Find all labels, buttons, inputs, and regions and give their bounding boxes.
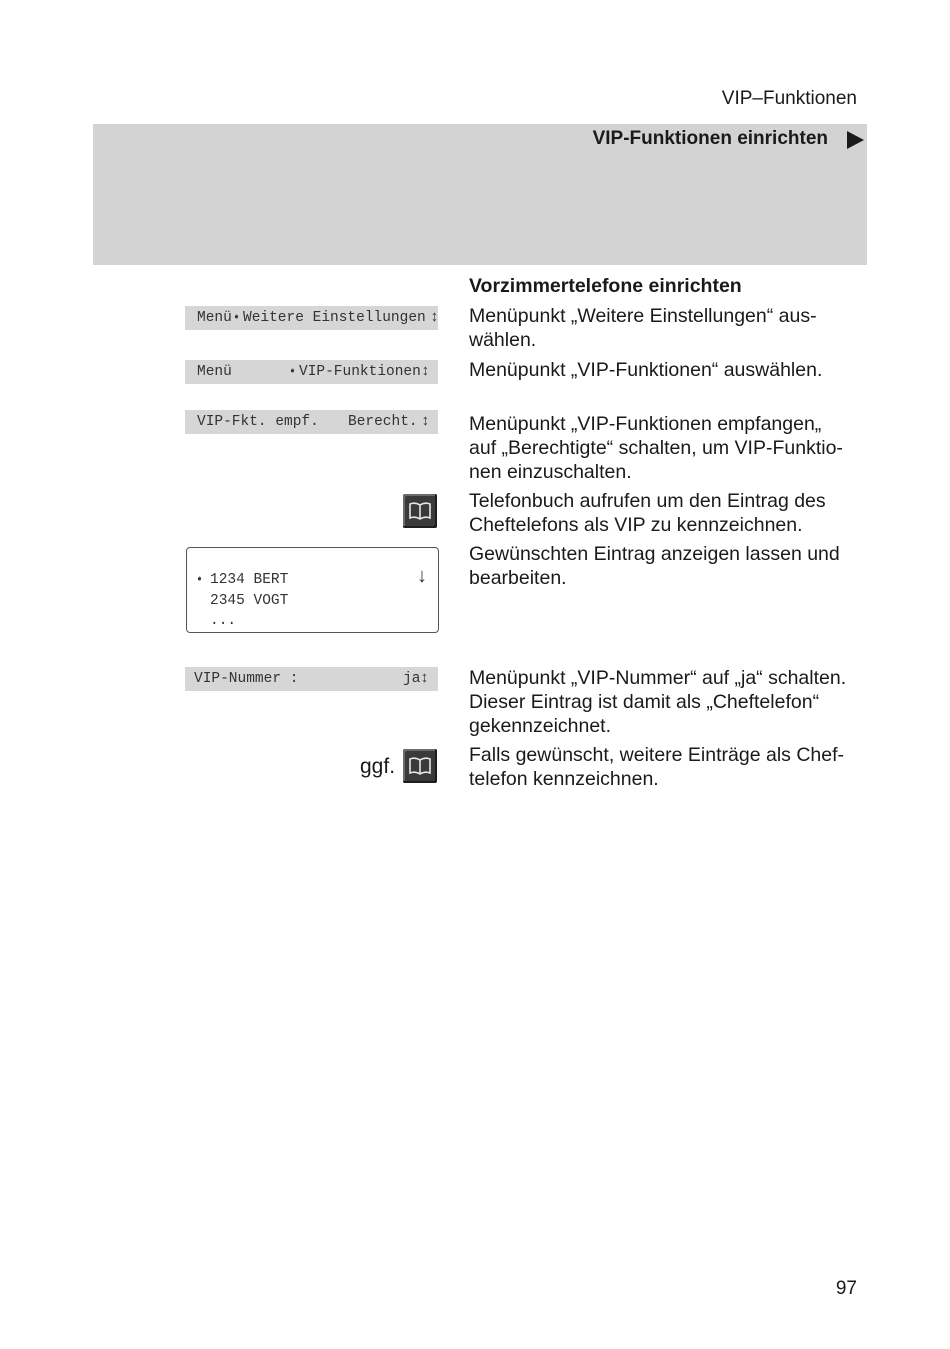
step-line: bearbeiten. — [469, 567, 567, 589]
up-down-icon: ↕ — [420, 670, 430, 687]
running-head: VIP–Funktionen — [721, 88, 857, 109]
phonebook-key-icon — [403, 749, 437, 783]
step-telefonbuch — [469, 489, 869, 537]
step-line: wählen. — [469, 329, 537, 351]
lcd-right-label: Berecht. — [348, 414, 418, 430]
lcd-right-label: Weitere Einstellungen — [243, 310, 426, 326]
step-vip-empfangen — [469, 412, 869, 484]
lcd-right-label: VIP-Funktionen — [299, 364, 421, 380]
scroll-down-arrow-icon: ↓ — [415, 566, 428, 589]
step-line: nen einzuschalten. — [469, 461, 632, 483]
step-line: Falls gewünscht, weitere Einträge als Chef- — [469, 744, 845, 766]
step-weitere-einstellungen — [469, 304, 869, 352]
step-line: Menüpunkt „Weitere Einstellungen“ aus- — [469, 305, 817, 327]
step-weitere-eintraege — [469, 743, 869, 791]
lcd-left-label: VIP-Nummer : — [194, 671, 299, 687]
step-vip-funktionen — [469, 358, 869, 382]
step-line: Dieser Eintrag ist damit als „Cheftelefon“ — [469, 691, 820, 713]
step-eintrag-anzeigen — [469, 542, 869, 590]
lcd-menu-weitere-einstellungen — [185, 306, 438, 330]
step-line: gekennzeichnet. — [469, 715, 612, 737]
ggf-label: ggf. — [360, 755, 396, 778]
step-line: telefon kennzeichnen. — [469, 768, 659, 790]
lcd-left-label: Menü — [197, 310, 232, 326]
continue-arrow-icon — [847, 131, 864, 149]
up-down-icon: ↕ — [421, 363, 431, 380]
display-entry: 1234 BERT — [210, 572, 289, 588]
step-line: Cheftelefons als VIP zu kennzeichnen. — [469, 514, 803, 536]
lcd-left-label: VIP-Fkt. empf. — [197, 414, 319, 430]
display-entry: 2345 VOGT — [210, 593, 289, 609]
step-line: Telefonbuch aufrufen um den Eintrag des — [469, 490, 826, 512]
steps-heading: Vorzimmertelefone einrichten — [469, 275, 742, 297]
lcd-vip-fkt-empf — [185, 410, 438, 434]
section-title: VIP-Funktionen einrichten — [592, 128, 828, 149]
up-down-icon: ↕ — [430, 309, 440, 326]
step-vip-nummer — [469, 666, 869, 738]
step-line: Menüpunkt „VIP-Funktionen empfangen„ — [469, 413, 822, 435]
step-line: Menüpunkt „VIP-Funktionen“ auswählen. — [469, 359, 823, 381]
selector-arrow-icon: ➧ — [196, 573, 204, 587]
phonebook-key-icon — [403, 494, 437, 528]
selector-arrow-icon: ➧ — [289, 365, 297, 379]
lcd-vip-nummer — [185, 667, 438, 691]
lcd-right-label: ja — [403, 671, 421, 687]
step-line: Menüpunkt „VIP-Nummer“ auf „ja“ schalten. — [469, 667, 847, 689]
phonebook-display — [186, 547, 439, 633]
page-number: 97 — [835, 1278, 857, 1299]
step-line: Gewünschten Eintrag anzeigen lassen und — [469, 543, 840, 565]
lcd-menu-vip-funktionen — [185, 360, 438, 384]
selector-arrow-icon: ➧ — [233, 311, 241, 325]
step-line: auf „Berechtigte“ schalten, um VIP-Funktio- — [469, 437, 843, 459]
lcd-left-label: Menü — [197, 364, 232, 380]
display-entry: ... — [210, 613, 237, 629]
up-down-icon: ↕ — [421, 413, 431, 430]
